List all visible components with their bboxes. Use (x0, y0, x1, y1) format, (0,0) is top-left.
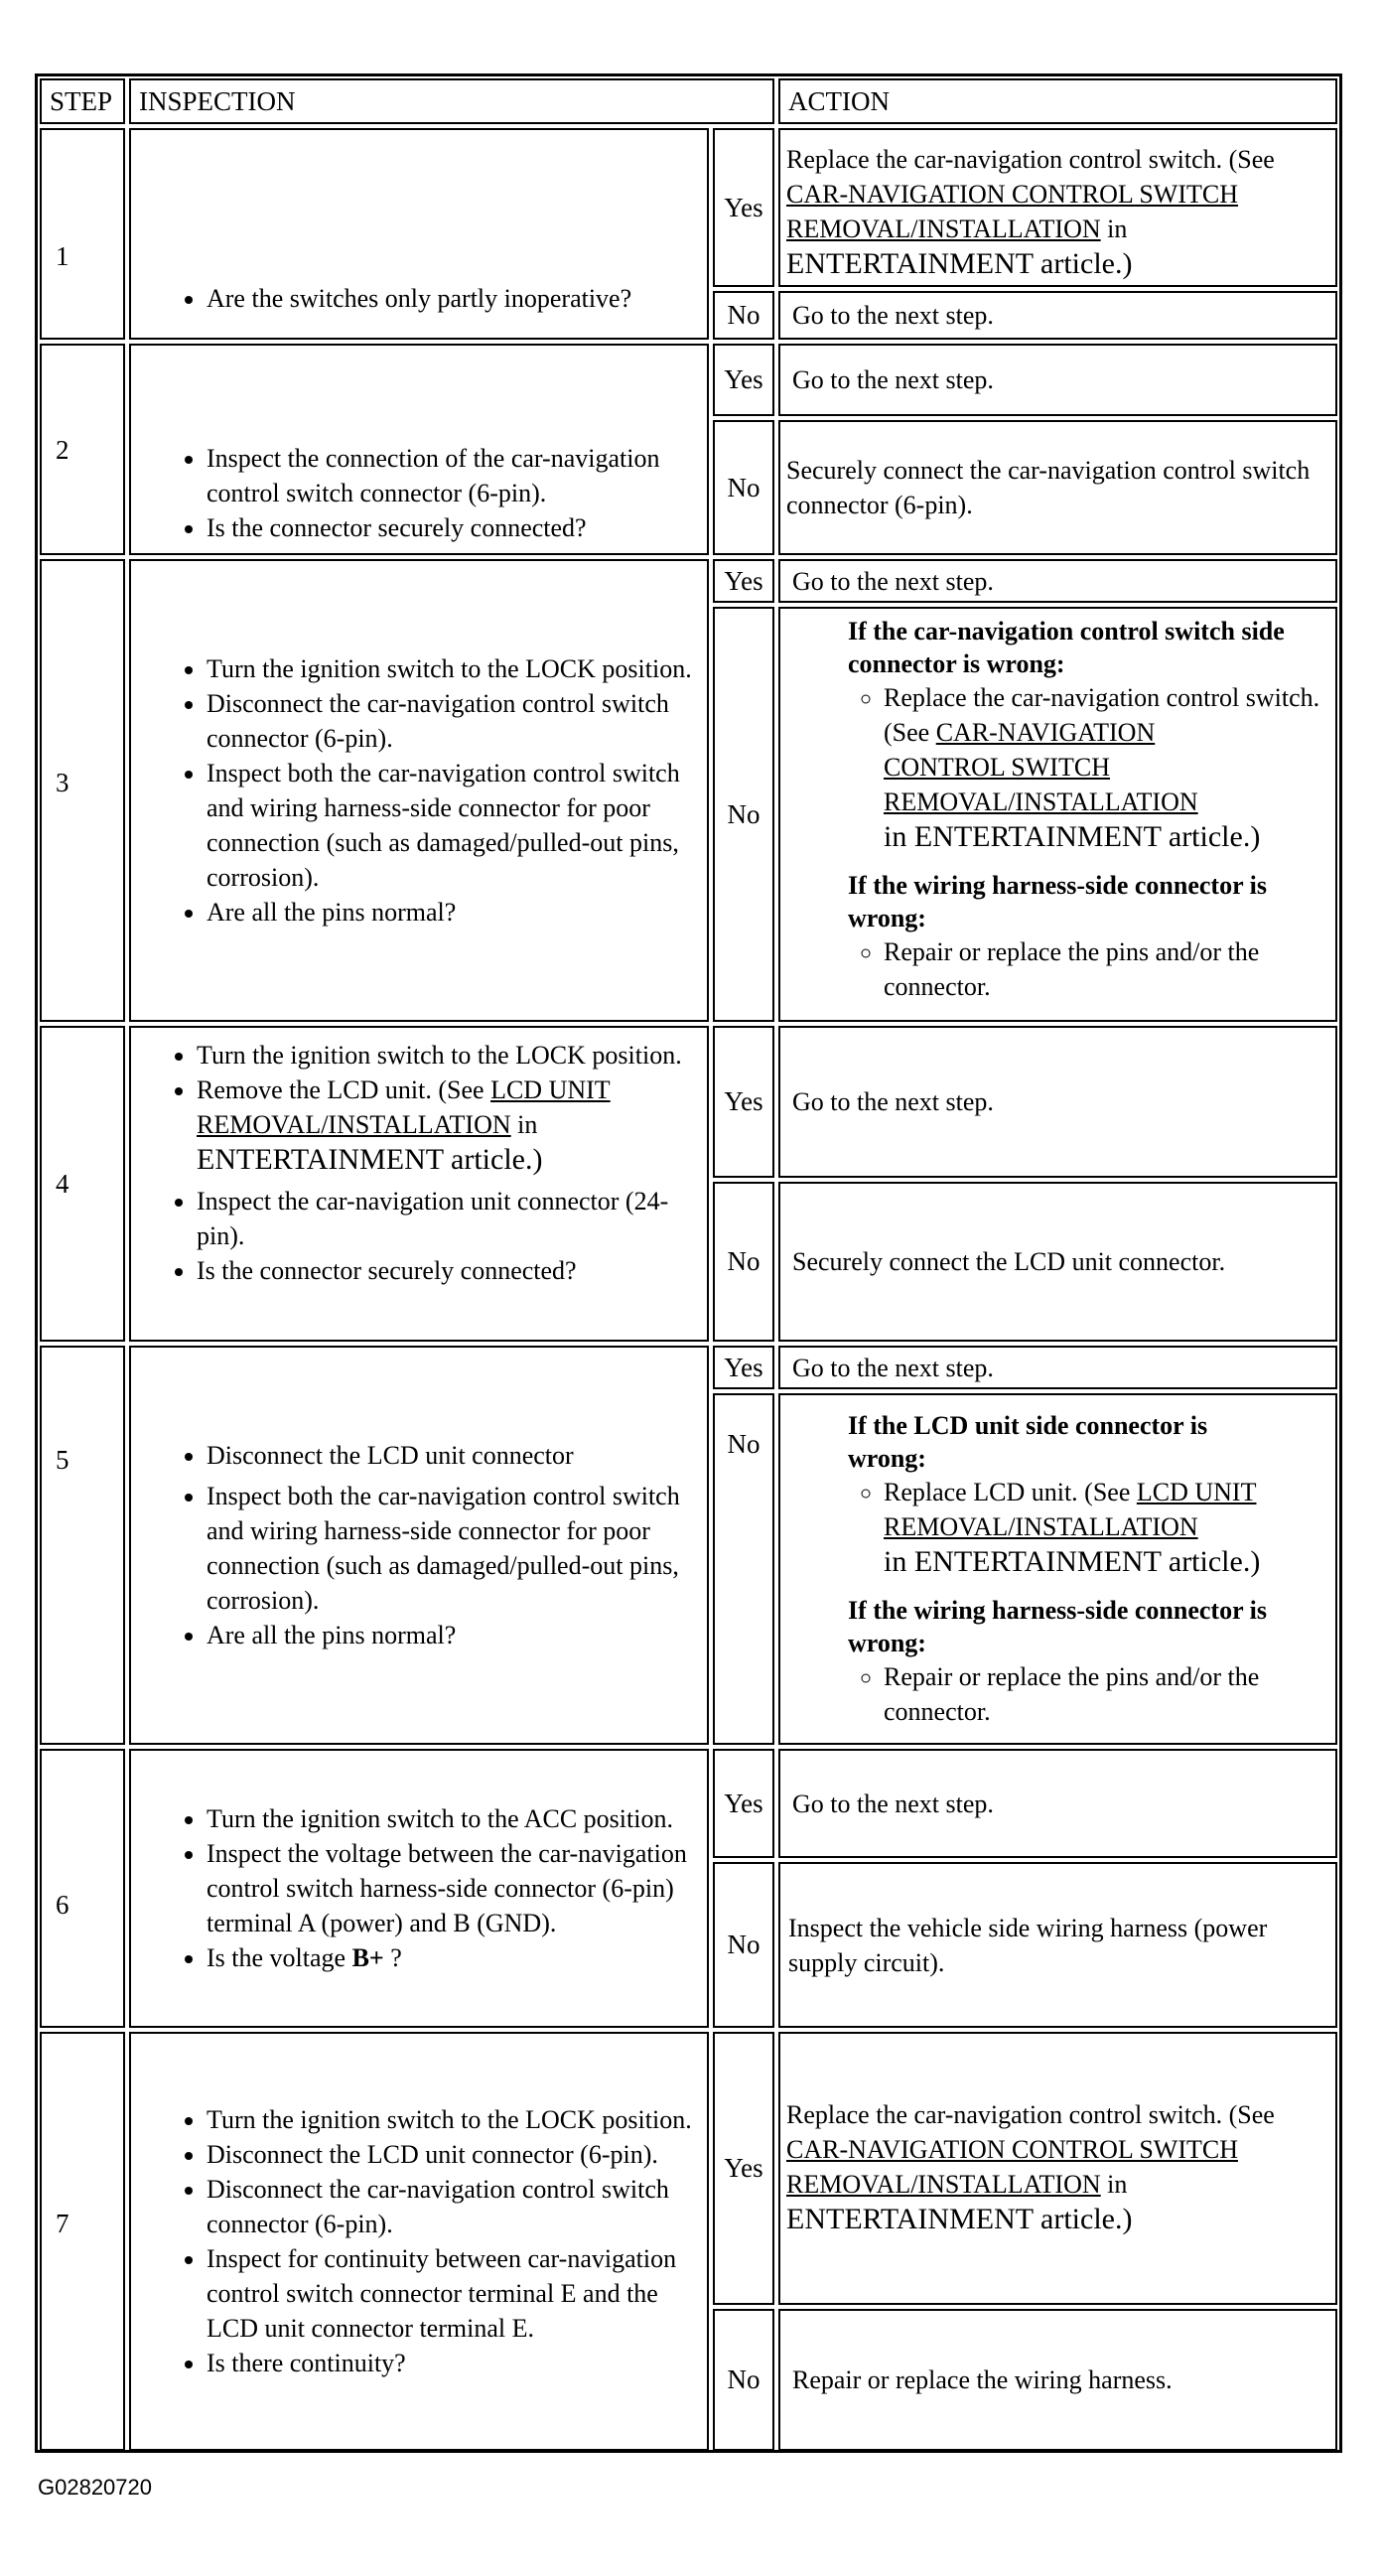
step-1-no (713, 291, 774, 340)
condition-item: ◦ Repair or replace the pins and/or the connector. (884, 934, 1325, 1004)
condition-list (848, 934, 1325, 1004)
step-6-yes (713, 1749, 774, 1858)
lcd-removal-link-cont[interactable]: REMOVAL/INSTALLATION (197, 1110, 511, 1139)
step-3-yes (713, 559, 774, 603)
step-3-no (713, 607, 774, 1022)
step-3-no-action (778, 607, 1337, 1022)
inspection-list (131, 651, 707, 930)
step-6-inspection (129, 1749, 709, 2028)
condition-heading: If the LCD unit side connector is wrong: (848, 1411, 1208, 1473)
action-text: Go to the next step. (792, 301, 994, 330)
inspection-item: • Are all the pins normal? (207, 1618, 693, 1652)
inspection-item: • Turn the ignition switch to the LOCK position. (207, 2102, 693, 2137)
diagnostic-table (35, 73, 1342, 2453)
lcd-removal-link[interactable]: LCD UNIT (1136, 1478, 1257, 1506)
step-2-no (713, 420, 774, 555)
step-4-number (40, 1026, 125, 1342)
no-label: No (727, 300, 761, 330)
action-text: Replace the car-navigation control switch. (See (884, 683, 1320, 747)
step-number: 1 (56, 241, 69, 271)
yes-label: Yes (724, 192, 763, 222)
step-2-number (40, 344, 125, 555)
step-7-no-action (778, 2309, 1337, 2451)
action-text: Go to the next step. (792, 1789, 994, 1818)
inspection-text: ? (390, 1943, 402, 1972)
step-2-no-action (778, 420, 1337, 555)
step-7-no (713, 2309, 774, 2451)
step-6-yes-action (778, 1749, 1337, 1858)
action-text: Replace the car-navigation control switch. (See (786, 145, 1275, 174)
step-3-number (40, 559, 125, 1022)
inspection-item: • Is the connector securely connected? (207, 510, 697, 545)
switch-removal-link-cont[interactable]: CONTROL SWITCH (884, 753, 1110, 782)
action-text: Go to the next step. (792, 1087, 994, 1116)
switch-removal-link-cont[interactable]: REMOVAL/INSTALLATION (786, 2170, 1101, 2199)
inspection-item: • Disconnect the car-navigation control switch connector (6-pin). (207, 686, 693, 756)
inspection-item: • Inspect the voltage between the car-navigation control switch harness-side connector (6-pin) terminal A (power) and B (GND). (207, 1836, 693, 1940)
condition-heading: If the car-navigation control switch side connector is wrong: (848, 617, 1285, 678)
action-text: Replace LCD unit. (See (884, 1478, 1131, 1506)
step-4-inspection (129, 1026, 709, 1342)
inspection-item (197, 1073, 697, 1178)
yes-label: Yes (724, 1352, 763, 1382)
inspection-item: • Turn the ignition switch to the LOCK position. (207, 651, 693, 686)
inspection-list (131, 1438, 707, 1652)
step-7-inspection (129, 2032, 709, 2451)
no-label: No (727, 1246, 761, 1276)
header-inspection-label: INSPECTION (139, 86, 296, 116)
action-text: Replace the car-navigation control switch. (See (786, 2100, 1275, 2129)
switch-removal-link-cont[interactable]: REMOVAL/INSTALLATION (786, 215, 1101, 243)
inspection-item: • Turn the ignition switch to the ACC position. (207, 1801, 693, 1836)
header-action-label: ACTION (788, 86, 890, 116)
inspection-list (131, 441, 707, 545)
condition-list (848, 1659, 1325, 1729)
inspection-item: • Inspect for continuity between car-navigation control switch connector terminal E and the LCD unit connector terminal E. (207, 2241, 693, 2346)
inspection-item (207, 1940, 693, 1975)
switch-removal-link[interactable]: CAR-NAVIGATION (935, 718, 1156, 747)
inspection-item: • Inspect both the car-navigation control switch and wiring harness-side connector for poor connection (such as damaged/pulled-out pins, corrosion). (207, 756, 693, 895)
step-5-yes (713, 1346, 774, 1389)
step-2-yes-action (778, 344, 1337, 416)
inspection-text: in (517, 1110, 538, 1139)
switch-removal-link-cont[interactable]: REMOVAL/INSTALLATION (884, 787, 1198, 816)
inspection-item: • Are all the pins normal? (207, 895, 693, 930)
step-5-no-action (778, 1393, 1337, 1745)
step-7-yes-action (778, 2032, 1337, 2305)
entertainment-article-ref: ENTERTAINMENT article.) (786, 2203, 1133, 2235)
figure-code: G02820720 (38, 2475, 152, 2500)
condition-item (884, 1475, 1325, 1580)
step-1-inspection (129, 128, 709, 340)
inspection-list (131, 1801, 707, 1975)
no-label: No (727, 2364, 761, 2394)
yes-label: Yes (724, 565, 763, 596)
inspection-item: • Disconnect the LCD unit connector (207, 1438, 693, 1473)
step-1-number (40, 128, 125, 340)
step-6-number (40, 1749, 125, 2028)
step-4-no (713, 1182, 774, 1342)
step-6-no (713, 1862, 774, 2028)
switch-removal-link[interactable]: CAR-NAVIGATION CONTROL SWITCH (786, 2135, 1238, 2164)
inspection-text: Remove the LCD unit. (See (197, 1075, 484, 1104)
voltage-value: B+ (351, 1943, 384, 1972)
inspection-item: • Disconnect the LCD unit connector (6-pin). (207, 2137, 693, 2172)
inspection-item: • Inspect the connection of the car-navigation control switch connector (6-pin). (207, 441, 697, 510)
action-text: Inspect the vehicle side wiring harness (power supply circuit). (788, 1913, 1268, 1977)
header-action (778, 78, 1337, 124)
action-text: in (1107, 2170, 1128, 2199)
yes-label: Yes (724, 1788, 763, 1818)
inspection-item: • Are the switches only partly inoperative? (207, 281, 631, 316)
lcd-removal-link[interactable]: LCD UNIT (490, 1075, 611, 1104)
inspection-list (131, 1038, 707, 1288)
step-6-no-action (778, 1862, 1337, 2028)
step-3-inspection (129, 559, 709, 1022)
condition-item: ◦ Repair or replace the pins and/or the connector. (884, 1659, 1325, 1729)
inspection-item: • Disconnect the car-navigation control switch connector (6-pin). (207, 2172, 693, 2241)
inspection-item: • Turn the ignition switch to the LOCK position. (197, 1038, 697, 1073)
entertainment-article-ref: ENTERTAINMENT article.) (786, 247, 1133, 280)
inspection-list (131, 2102, 707, 2380)
step-2-yes (713, 344, 774, 416)
condition-block (780, 615, 1335, 1004)
yes-label: Yes (724, 364, 763, 394)
step-number: 5 (56, 1445, 69, 1475)
no-label: No (727, 1429, 761, 1459)
entertainment-article-ref: in ENTERTAINMENT article.) (884, 1545, 1261, 1578)
condition-block (780, 1409, 1335, 1729)
step-number: 3 (56, 768, 69, 797)
step-number: 7 (56, 2209, 69, 2238)
step-4-no-action (778, 1182, 1337, 1342)
header-inspection (129, 78, 774, 124)
header-step-label: STEP (50, 86, 113, 116)
no-label: No (727, 472, 761, 502)
action-text: Repair or replace the wiring harness. (792, 2365, 1173, 2394)
condition-heading: If the wiring harness-side connector is wrong: (848, 871, 1268, 932)
step-number: 4 (56, 1169, 69, 1199)
step-number: 2 (56, 435, 69, 465)
inspection-item: • Inspect both the car-navigation control switch and wiring harness-side connector for poor connection (such as damaged/pulled-out pins, corrosion). (207, 1479, 693, 1618)
step-1-yes-action (778, 128, 1337, 287)
step-2-inspection (129, 344, 709, 555)
step-7-yes (713, 2032, 774, 2305)
step-5-inspection (129, 1346, 709, 1745)
inspection-text: Is the voltage (207, 1943, 346, 1972)
action-text: Securely connect the LCD unit connector. (792, 1247, 1226, 1276)
action-text: Securely connect the car-navigation control switch connector (6-pin). (786, 456, 1311, 519)
step-5-number (40, 1346, 125, 1745)
step-5-yes-action (778, 1346, 1337, 1389)
condition-list (848, 680, 1325, 855)
yes-label: Yes (724, 2153, 763, 2183)
inspection-list (131, 281, 641, 316)
inspection-item: • Inspect the car-navigation unit connector (24-pin). (197, 1184, 697, 1253)
yes-label: Yes (724, 1086, 763, 1116)
no-label: No (727, 1930, 761, 1959)
action-text: Go to the next step. (792, 566, 994, 596)
action-text: in (1107, 215, 1128, 243)
entertainment-article-ref: in ENTERTAINMENT article.) (884, 820, 1261, 853)
condition-item (884, 680, 1325, 855)
switch-removal-link[interactable]: CAR-NAVIGATION CONTROL SWITCH (786, 180, 1238, 209)
inspection-item: • Is there continuity? (207, 2346, 693, 2380)
lcd-removal-link-cont[interactable]: REMOVAL/INSTALLATION (884, 1512, 1198, 1541)
no-label: No (727, 798, 761, 829)
step-7-number (40, 2032, 125, 2451)
step-1-no-action (778, 291, 1337, 340)
entertainment-article-ref: ENTERTAINMENT article.) (197, 1143, 543, 1176)
condition-heading: If the wiring harness-side connector is wrong: (848, 1596, 1268, 1657)
condition-list (848, 1475, 1325, 1580)
step-4-yes-action (778, 1026, 1337, 1178)
header-step (40, 78, 125, 124)
step-3-yes-action (778, 559, 1337, 603)
step-5-no (713, 1393, 774, 1745)
step-4-yes (713, 1026, 774, 1178)
step-number: 6 (56, 1890, 69, 1920)
step-1-yes (713, 128, 774, 287)
inspection-item: • Is the connector securely connected? (197, 1253, 697, 1288)
action-text: Go to the next step. (792, 1353, 994, 1382)
action-text: Go to the next step. (792, 365, 994, 394)
